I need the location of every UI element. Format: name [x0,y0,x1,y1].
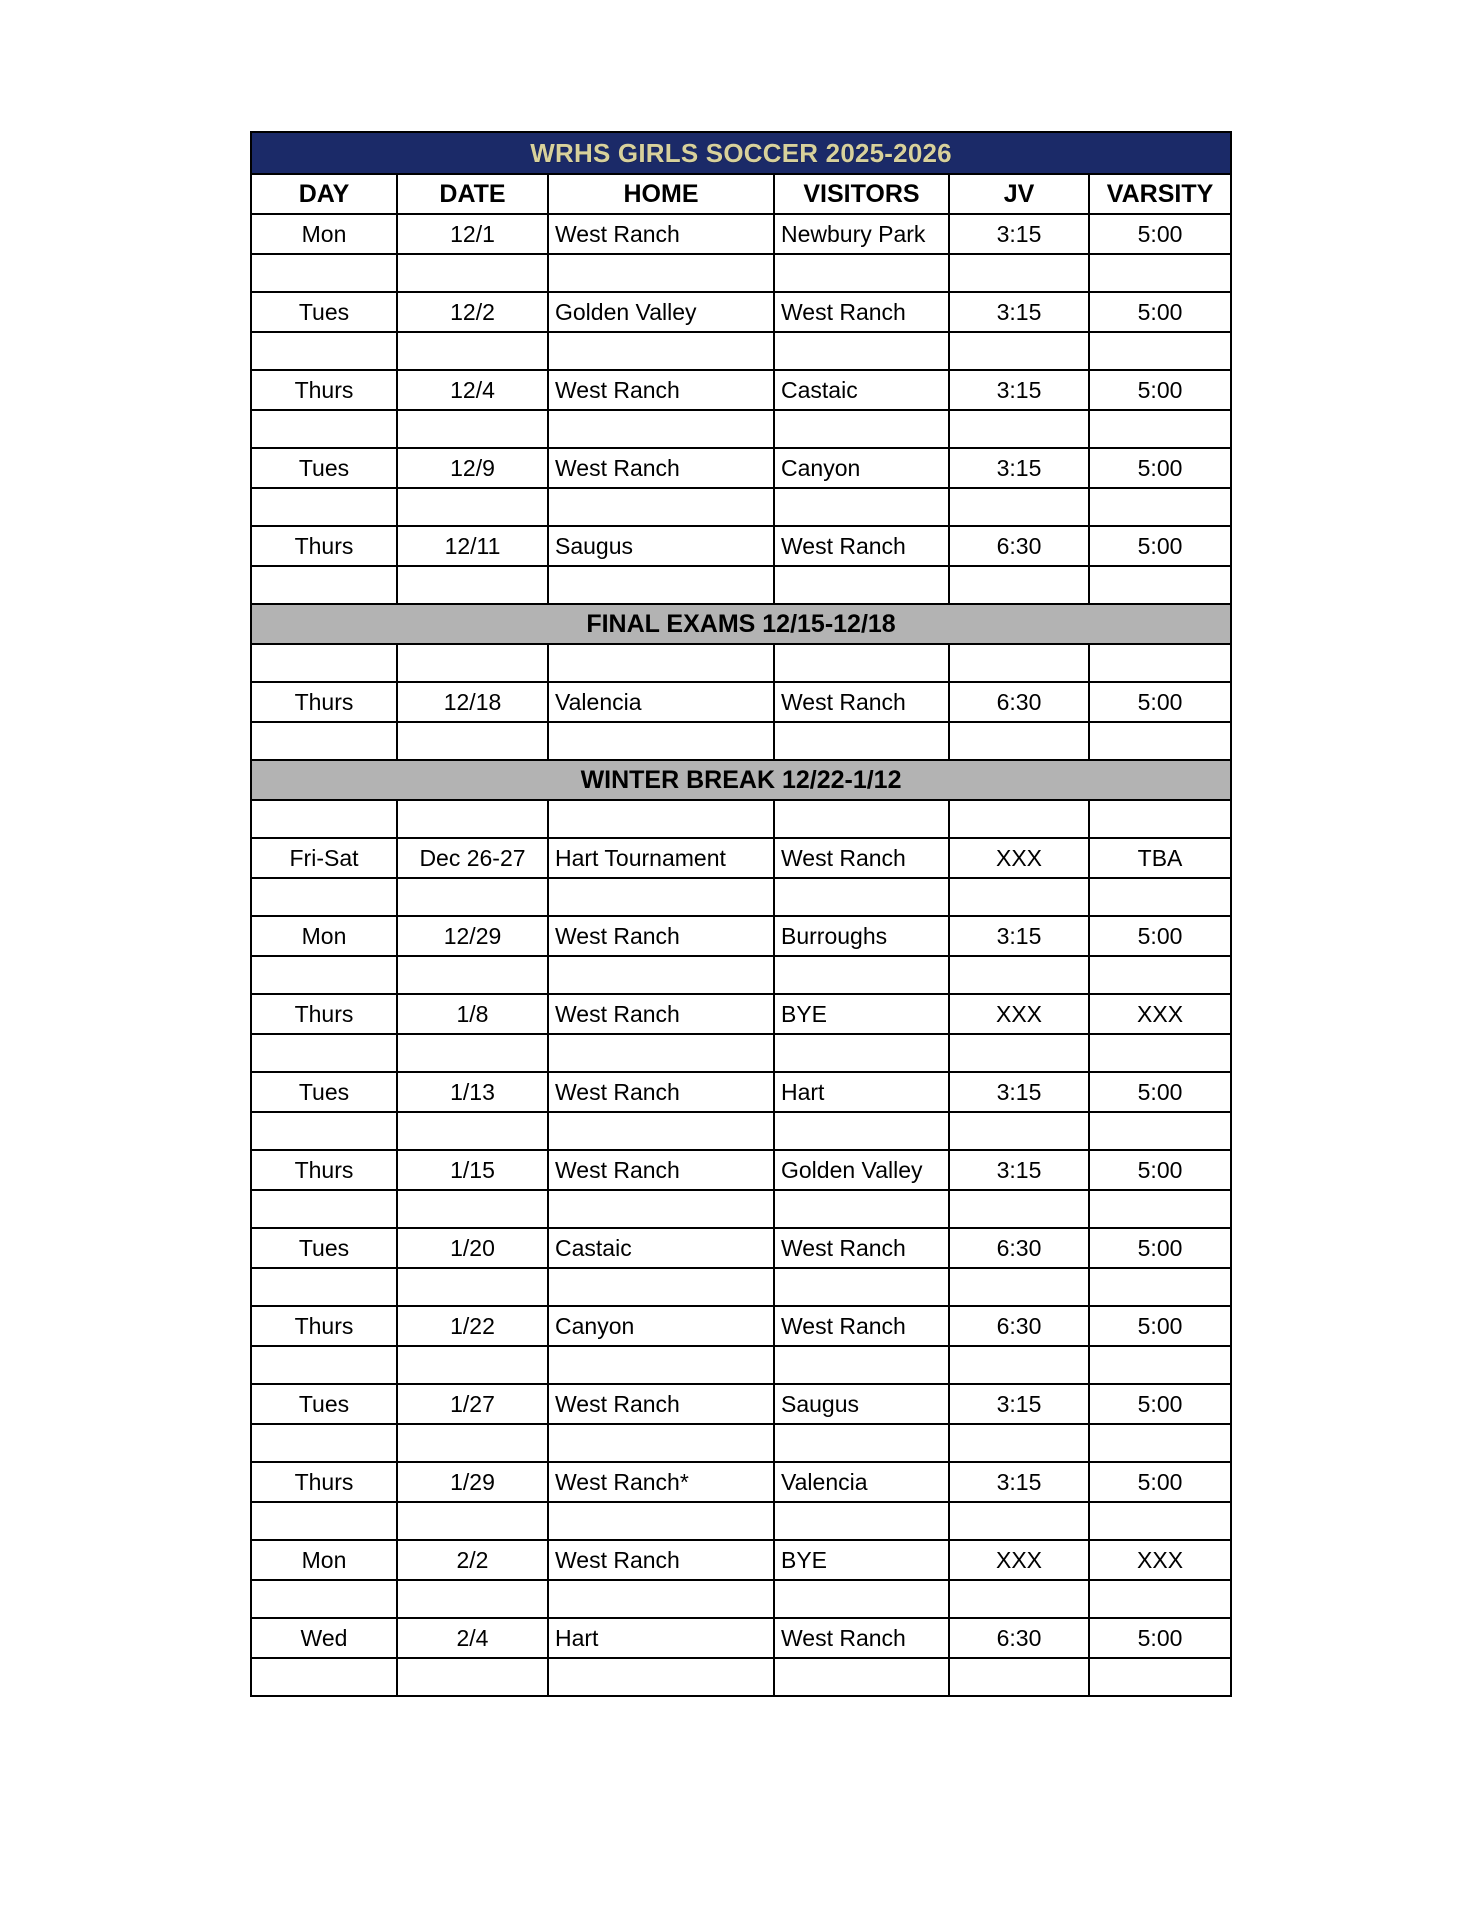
schedule-banner-row [251,760,1231,800]
cell-day: Tues [251,1072,397,1112]
spacer-cell [949,488,1089,526]
spacer-cell [397,1424,548,1462]
cell-varsity: 5:00 [1089,1072,1231,1112]
cell-home: Golden Valley [548,292,774,332]
spacer-cell [1089,1268,1231,1306]
cell-visitors: Castaic [774,370,949,410]
cell-varsity: 5:00 [1089,448,1231,488]
schedule-title-row [251,132,1231,174]
table-row [251,448,1231,488]
spacer-cell [548,722,774,760]
cell-varsity: XXX [1089,1540,1231,1580]
cell-home: West Ranch [548,1150,774,1190]
spacer-cell [397,566,548,604]
table-row [251,1072,1231,1112]
cell-day: Tues [251,1228,397,1268]
cell-date: 12/29 [397,916,548,956]
spacer-cell [548,956,774,994]
cell-jv: 3:15 [949,1072,1089,1112]
spacer-cell [949,1502,1089,1540]
spacer-cell [251,254,397,292]
spacer-cell [774,1580,949,1618]
cell-jv: 3:15 [949,1150,1089,1190]
spacer-cell [548,1268,774,1306]
cell-visitors: Saugus [774,1384,949,1424]
schedule-spacer-row [251,410,1231,448]
spacer-cell [774,1346,949,1384]
cell-date: 2/2 [397,1540,548,1580]
cell-varsity: 5:00 [1089,1462,1231,1502]
cell-home: West Ranch [548,1384,774,1424]
spacer-cell [397,1580,548,1618]
schedule-spacer-row [251,1268,1231,1306]
spacer-cell [548,254,774,292]
spacer-cell [251,566,397,604]
spacer-cell [774,956,949,994]
spacer-cell [251,1112,397,1150]
column-header-visitors: VISITORS [774,174,949,214]
column-header-jv: JV [949,174,1089,214]
cell-varsity: 5:00 [1089,916,1231,956]
spacer-cell [251,1424,397,1462]
spacer-cell [251,722,397,760]
spacer-cell [397,254,548,292]
cell-visitors: BYE [774,994,949,1034]
cell-day: Thurs [251,682,397,722]
cell-date: 12/4 [397,370,548,410]
spacer-cell [949,878,1089,916]
column-header-home: HOME [548,174,774,214]
spacer-cell [1089,1034,1231,1072]
schedule-spacer-row [251,1112,1231,1150]
cell-jv: 6:30 [949,1306,1089,1346]
spacer-cell [1089,488,1231,526]
cell-visitors: Valencia [774,1462,949,1502]
spacer-cell [774,488,949,526]
spacer-cell [774,1658,949,1696]
table-row [251,916,1231,956]
spacer-cell [1089,878,1231,916]
column-header-day: DAY [251,174,397,214]
cell-date: 1/22 [397,1306,548,1346]
spacer-cell [774,1424,949,1462]
cell-jv: XXX [949,1540,1089,1580]
spacer-cell [774,566,949,604]
spacer-cell [397,722,548,760]
cell-visitors: Hart [774,1072,949,1112]
spacer-cell [949,1424,1089,1462]
schedule-spacer-row [251,878,1231,916]
spacer-cell [548,488,774,526]
schedule-container [250,131,1230,1697]
cell-jv: 6:30 [949,682,1089,722]
banner-label: WINTER BREAK 12/22-1/12 [251,760,1231,800]
cell-home: Valencia [548,682,774,722]
cell-day: Thurs [251,526,397,566]
spacer-cell [949,1034,1089,1072]
cell-date: 12/18 [397,682,548,722]
spacer-cell [397,1346,548,1384]
spacer-cell [397,878,548,916]
spacer-cell [251,878,397,916]
spacer-cell [949,566,1089,604]
spacer-cell [251,1034,397,1072]
cell-varsity: 5:00 [1089,1618,1231,1658]
cell-home: Saugus [548,526,774,566]
cell-varsity: 5:00 [1089,682,1231,722]
cell-jv: 3:15 [949,916,1089,956]
schedule-banner-row [251,604,1231,644]
cell-varsity: 5:00 [1089,214,1231,254]
spacer-cell [548,410,774,448]
spacer-cell [774,1112,949,1150]
spacer-cell [1089,800,1231,838]
table-row [251,1150,1231,1190]
cell-day: Thurs [251,1150,397,1190]
table-row [251,838,1231,878]
table-row [251,994,1231,1034]
spacer-cell [774,722,949,760]
spacer-cell [548,878,774,916]
spacer-cell [949,800,1089,838]
cell-date: 1/20 [397,1228,548,1268]
cell-home: Canyon [548,1306,774,1346]
spacer-cell [1089,410,1231,448]
spacer-cell [251,1346,397,1384]
spacer-cell [949,1190,1089,1228]
spacer-cell [251,1268,397,1306]
column-header-date: DATE [397,174,548,214]
spacer-cell [774,1034,949,1072]
cell-varsity: 5:00 [1089,1384,1231,1424]
spacer-cell [251,644,397,682]
cell-day: Fri-Sat [251,838,397,878]
schedule-spacer-row [251,722,1231,760]
cell-varsity: TBA [1089,838,1231,878]
table-row [251,214,1231,254]
spacer-cell [548,566,774,604]
spacer-cell [397,1034,548,1072]
spacer-cell [949,332,1089,370]
spacer-cell [774,1190,949,1228]
spacer-cell [397,1502,548,1540]
cell-home: West Ranch [548,916,774,956]
cell-jv: 6:30 [949,1228,1089,1268]
schedule-body [251,132,1231,1696]
banner-label: FINAL EXAMS 12/15-12/18 [251,604,1231,644]
cell-date: 12/11 [397,526,548,566]
cell-varsity: 5:00 [1089,1228,1231,1268]
spacer-cell [251,488,397,526]
spacer-cell [774,254,949,292]
spacer-cell [949,1580,1089,1618]
cell-date: Dec 26-27 [397,838,548,878]
cell-visitors: West Ranch [774,682,949,722]
spacer-cell [397,1190,548,1228]
cell-visitors: Golden Valley [774,1150,949,1190]
cell-visitors: West Ranch [774,1618,949,1658]
spacer-cell [1089,1190,1231,1228]
spacer-cell [949,410,1089,448]
table-row [251,1462,1231,1502]
cell-varsity: 5:00 [1089,1306,1231,1346]
spacer-cell [548,332,774,370]
spacer-cell [251,800,397,838]
spacer-cell [774,332,949,370]
schedule-spacer-row [251,1580,1231,1618]
cell-day: Wed [251,1618,397,1658]
cell-jv: XXX [949,994,1089,1034]
cell-date: 12/2 [397,292,548,332]
spacer-cell [397,1112,548,1150]
spacer-cell [1089,254,1231,292]
schedule-spacer-row [251,644,1231,682]
table-row [251,526,1231,566]
cell-home: West Ranch [548,370,774,410]
cell-varsity: 5:00 [1089,526,1231,566]
spacer-cell [949,254,1089,292]
spacer-cell [1089,1112,1231,1150]
spacer-cell [397,800,548,838]
spacer-cell [774,1268,949,1306]
spacer-cell [949,1268,1089,1306]
cell-jv: 3:15 [949,1462,1089,1502]
cell-visitors: West Ranch [774,1306,949,1346]
spacer-cell [548,800,774,838]
cell-varsity: 5:00 [1089,292,1231,332]
spacer-cell [251,1502,397,1540]
cell-jv: 3:15 [949,214,1089,254]
cell-jv: 6:30 [949,1618,1089,1658]
cell-day: Tues [251,448,397,488]
cell-home: West Ranch [548,994,774,1034]
cell-home: West Ranch [548,1072,774,1112]
schedule-spacer-row [251,1034,1231,1072]
spacer-cell [1089,644,1231,682]
cell-jv: 3:15 [949,370,1089,410]
cell-jv: 6:30 [949,526,1089,566]
table-row [251,1306,1231,1346]
cell-visitors: West Ranch [774,1228,949,1268]
spacer-cell [548,1034,774,1072]
cell-home: Hart Tournament [548,838,774,878]
spacer-cell [251,332,397,370]
spacer-cell [774,800,949,838]
schedule-spacer-row [251,1190,1231,1228]
table-row [251,1228,1231,1268]
schedule-spacer-row [251,1658,1231,1696]
spacer-cell [1089,1658,1231,1696]
spacer-cell [949,956,1089,994]
schedule-spacer-row [251,1346,1231,1384]
spacer-cell [548,1424,774,1462]
spacer-cell [548,1502,774,1540]
spacer-cell [1089,1580,1231,1618]
spacer-cell [548,1658,774,1696]
cell-visitors: West Ranch [774,526,949,566]
schedule-spacer-row [251,1424,1231,1462]
cell-home: Hart [548,1618,774,1658]
table-row [251,1540,1231,1580]
spacer-cell [397,488,548,526]
schedule-spacer-row [251,800,1231,838]
cell-visitors: Burroughs [774,916,949,956]
cell-date: 1/13 [397,1072,548,1112]
cell-home: West Ranch [548,448,774,488]
table-row [251,370,1231,410]
cell-home: West Ranch* [548,1462,774,1502]
cell-home: Castaic [548,1228,774,1268]
schedule-spacer-row [251,1502,1231,1540]
spacer-cell [397,332,548,370]
schedule-title: WRHS GIRLS SOCCER 2025-2026 [251,132,1231,174]
cell-date: 2/4 [397,1618,548,1658]
spacer-cell [774,878,949,916]
spacer-cell [774,410,949,448]
spacer-cell [949,644,1089,682]
cell-visitors: West Ranch [774,838,949,878]
column-header-varsity: VARSITY [1089,174,1231,214]
cell-home: West Ranch [548,214,774,254]
soccer-schedule-table [250,131,1232,1697]
spacer-cell [397,1658,548,1696]
spacer-cell [1089,566,1231,604]
cell-jv: 3:15 [949,292,1089,332]
cell-date: 1/8 [397,994,548,1034]
spacer-cell [1089,722,1231,760]
cell-day: Mon [251,916,397,956]
cell-date: 12/1 [397,214,548,254]
spacer-cell [251,1658,397,1696]
cell-day: Mon [251,214,397,254]
spacer-cell [1089,956,1231,994]
cell-day: Thurs [251,370,397,410]
spacer-cell [548,1112,774,1150]
spacer-cell [1089,1346,1231,1384]
spacer-cell [1089,1502,1231,1540]
spacer-cell [548,644,774,682]
cell-date: 1/15 [397,1150,548,1190]
cell-jv: XXX [949,838,1089,878]
spacer-cell [251,1580,397,1618]
spacer-cell [949,1346,1089,1384]
cell-day: Mon [251,1540,397,1580]
schedule-spacer-row [251,254,1231,292]
schedule-spacer-row [251,488,1231,526]
spacer-cell [251,956,397,994]
cell-varsity: XXX [1089,994,1231,1034]
cell-day: Thurs [251,1462,397,1502]
spacer-cell [1089,1424,1231,1462]
cell-day: Thurs [251,1306,397,1346]
schedule-spacer-row [251,566,1231,604]
cell-date: 12/9 [397,448,548,488]
schedule-spacer-row [251,332,1231,370]
spacer-cell [397,956,548,994]
spacer-cell [397,644,548,682]
spacer-cell [251,410,397,448]
cell-visitors: BYE [774,1540,949,1580]
table-row [251,1384,1231,1424]
spacer-cell [774,644,949,682]
cell-jv: 3:15 [949,1384,1089,1424]
spacer-cell [548,1580,774,1618]
spacer-cell [949,1658,1089,1696]
cell-day: Tues [251,1384,397,1424]
cell-visitors: Canyon [774,448,949,488]
cell-date: 1/27 [397,1384,548,1424]
spacer-cell [397,1268,548,1306]
table-row [251,1618,1231,1658]
cell-jv: 3:15 [949,448,1089,488]
spacer-cell [949,1112,1089,1150]
spacer-cell [548,1346,774,1384]
cell-visitors: West Ranch [774,292,949,332]
cell-day: Tues [251,292,397,332]
cell-varsity: 5:00 [1089,1150,1231,1190]
cell-home: West Ranch [548,1540,774,1580]
table-row [251,292,1231,332]
spacer-cell [397,410,548,448]
cell-date: 1/29 [397,1462,548,1502]
spacer-cell [774,1502,949,1540]
schedule-header-row [251,174,1231,214]
cell-varsity: 5:00 [1089,370,1231,410]
spacer-cell [548,1190,774,1228]
cell-visitors: Newbury Park [774,214,949,254]
spacer-cell [949,722,1089,760]
table-row [251,682,1231,722]
spacer-cell [1089,332,1231,370]
schedule-spacer-row [251,956,1231,994]
spacer-cell [251,1190,397,1228]
cell-day: Thurs [251,994,397,1034]
